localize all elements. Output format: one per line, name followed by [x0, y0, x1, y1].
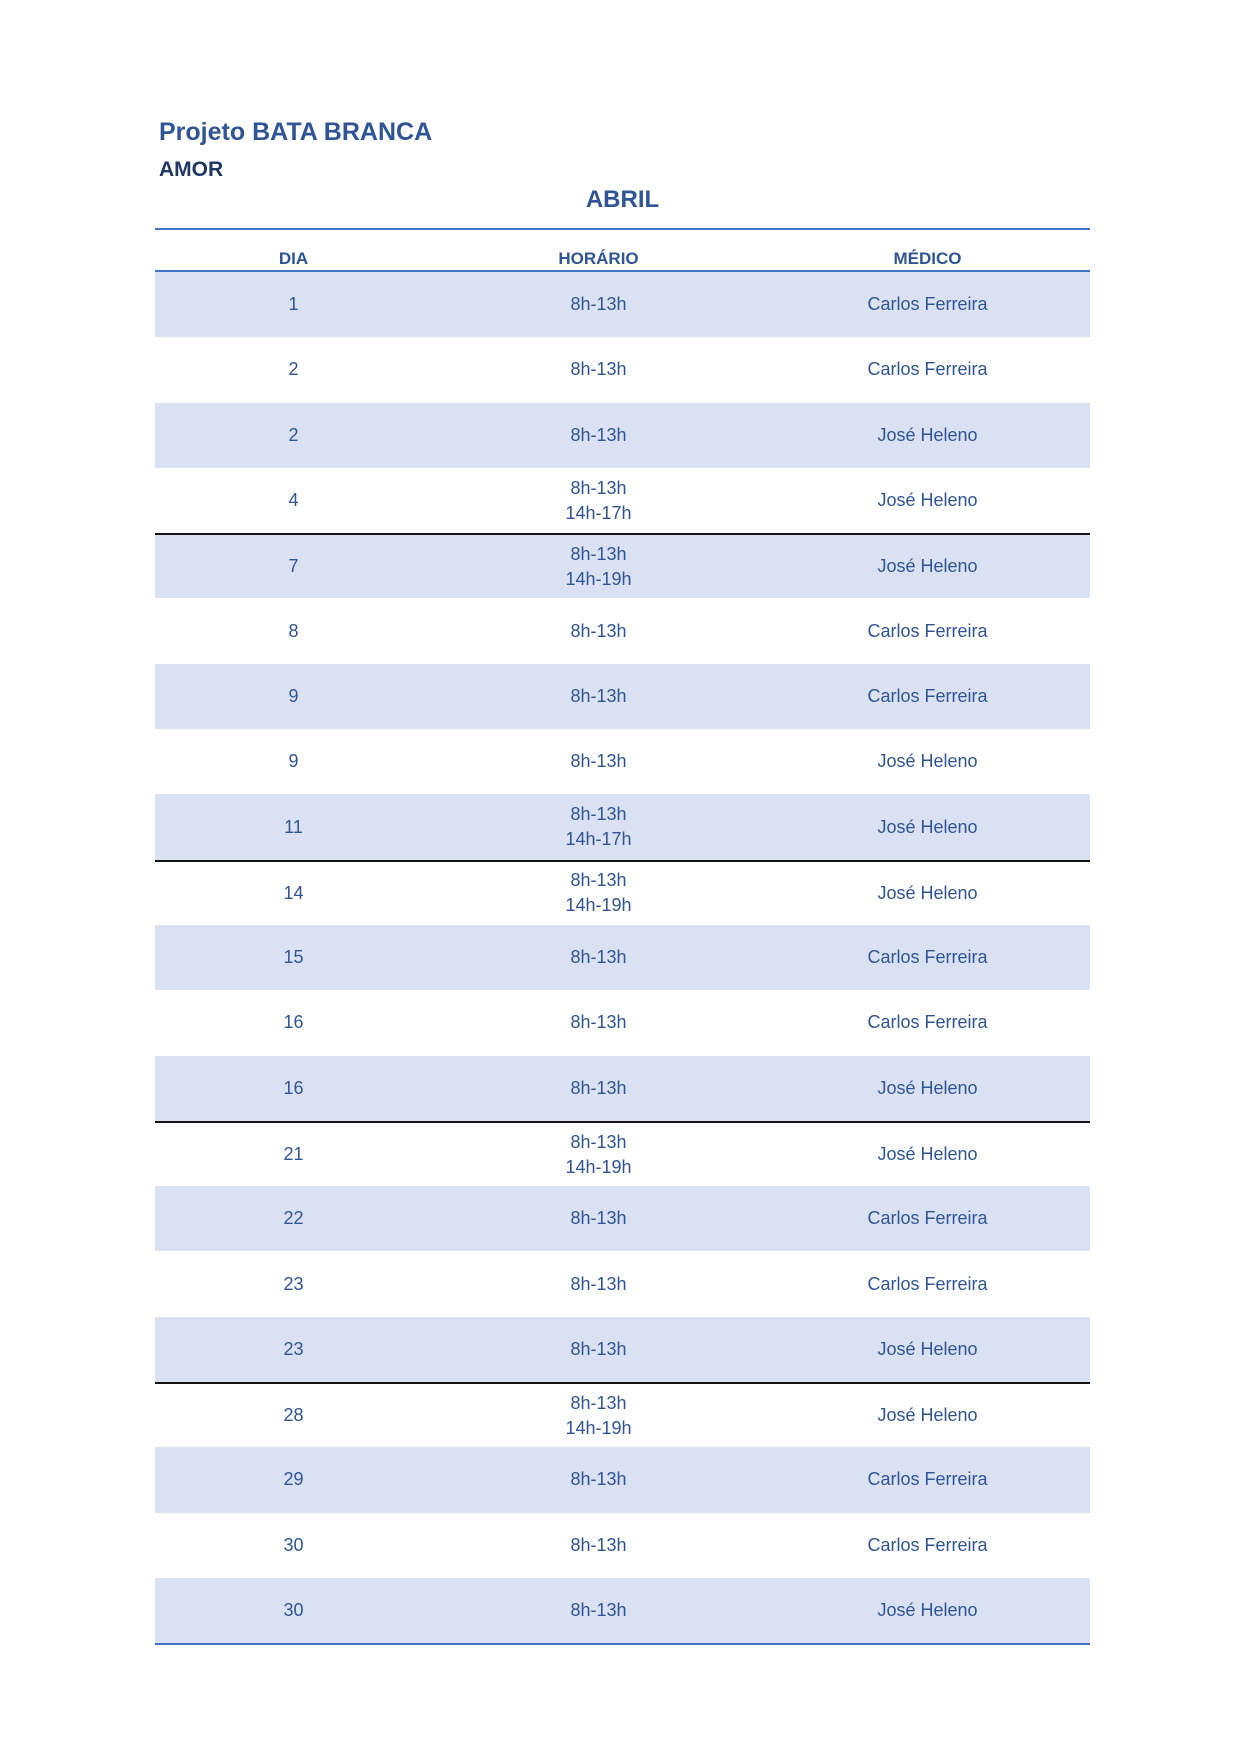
table-row — [155, 729, 1090, 794]
cell-dia: 15 — [283, 947, 304, 968]
table-row — [155, 1513, 1090, 1578]
cell-medico: José Heleno — [877, 882, 978, 903]
table-row — [155, 1382, 1090, 1447]
cell-medico: José Heleno — [877, 424, 978, 445]
table-row — [155, 794, 1090, 859]
cell-horario — [432, 684, 765, 709]
hour-range: 8h-13h — [570, 1338, 627, 1359]
cell-horario — [432, 292, 765, 317]
cell-medico: Carlos Ferreira — [867, 947, 988, 968]
cell-dia: 9 — [288, 751, 299, 772]
cell-dia: 9 — [288, 685, 299, 706]
table-row — [155, 925, 1090, 990]
hour-range: 14h-17h — [565, 829, 632, 850]
table-row — [155, 1056, 1090, 1121]
table-row — [155, 860, 1090, 925]
cell-medico: José Heleno — [877, 490, 978, 511]
table-row — [155, 1447, 1090, 1512]
cell-dia: 23 — [283, 1338, 304, 1359]
cell-dia: 16 — [283, 1012, 304, 1033]
cell-horario — [432, 945, 765, 970]
cell-horario — [432, 423, 765, 448]
hour-range: 8h-13h — [570, 1077, 627, 1098]
cell-horario — [432, 357, 765, 382]
hour-range: 8h-13h — [570, 804, 627, 825]
table-body — [155, 272, 1090, 1643]
column-header-horario: HORÁRIO — [558, 249, 639, 268]
cell-medico: Carlos Ferreira — [867, 1208, 988, 1229]
cell-medico: Carlos Ferreira — [867, 359, 988, 380]
hour-range: 8h-13h — [570, 751, 627, 772]
cell-horario — [432, 1467, 765, 1492]
table-row — [155, 468, 1090, 533]
hour-range: 14h-19h — [565, 895, 632, 916]
hour-range: 14h-17h — [565, 502, 632, 523]
column-header-dia: DIA — [278, 249, 309, 268]
cell-medico: Carlos Ferreira — [867, 294, 988, 315]
cell-dia: 16 — [283, 1077, 304, 1098]
cell-horario — [432, 476, 765, 526]
cell-horario — [432, 542, 765, 592]
cell-medico: José Heleno — [877, 1144, 978, 1164]
month-heading: ABRIL — [585, 186, 660, 213]
cell-medico: José Heleno — [877, 1077, 978, 1098]
hour-range: 14h-19h — [565, 1417, 632, 1438]
cell-medico: Carlos Ferreira — [867, 685, 988, 706]
cell-horario — [432, 749, 765, 774]
cell-horario — [432, 868, 765, 918]
table-row — [155, 598, 1090, 663]
hour-range: 14h-19h — [565, 1156, 632, 1177]
table-row — [155, 1317, 1090, 1382]
cell-dia: 2 — [288, 424, 299, 445]
table-row — [155, 272, 1090, 337]
hour-range: 8h-13h — [570, 947, 627, 968]
cell-medico: José Heleno — [877, 1338, 978, 1359]
column-header-medico: MÉDICO — [893, 249, 962, 268]
cell-medico: José Heleno — [877, 1600, 978, 1621]
cell-horario — [432, 1533, 765, 1558]
cell-dia: 22 — [283, 1208, 304, 1229]
cell-horario — [432, 1337, 765, 1362]
cell-horario — [432, 1010, 765, 1035]
project-title: Projeto BATA BRANCA — [159, 118, 433, 146]
cell-dia: 1 — [288, 294, 299, 315]
table-header-row — [155, 230, 1090, 272]
schedule-table — [155, 228, 1090, 1645]
cell-medico: José Heleno — [877, 751, 978, 772]
hour-range: 8h-13h — [570, 1600, 627, 1621]
cell-medico: José Heleno — [877, 1405, 978, 1426]
hour-range: 8h-13h — [570, 359, 627, 380]
cell-horario — [432, 1076, 765, 1101]
table-row — [155, 1578, 1090, 1643]
cell-medico: Carlos Ferreira — [867, 1273, 988, 1294]
hour-range: 8h-13h — [570, 1208, 627, 1229]
cell-horario — [432, 1206, 765, 1231]
cell-horario — [432, 1391, 765, 1441]
cell-medico: Carlos Ferreira — [867, 1534, 988, 1555]
hour-range: 8h-13h — [570, 620, 627, 641]
hour-range: 8h-13h — [570, 1469, 627, 1490]
cell-horario — [432, 802, 765, 852]
cell-dia: 4 — [288, 490, 299, 511]
cell-horario — [432, 1130, 765, 1180]
cell-dia: 7 — [288, 556, 299, 577]
table-row — [155, 990, 1090, 1055]
cell-horario — [432, 619, 765, 644]
table-row — [155, 664, 1090, 729]
project-subtitle: AMOR — [159, 158, 224, 181]
cell-dia: 28 — [283, 1405, 304, 1426]
hour-range: 8h-13h — [570, 1273, 627, 1294]
cell-horario — [432, 1598, 765, 1623]
hour-range: 8h-13h — [570, 685, 627, 706]
hour-range: 8h-13h — [570, 1392, 627, 1413]
table-row — [155, 337, 1090, 402]
cell-dia: 29 — [283, 1469, 304, 1490]
hour-range: 8h-13h — [570, 294, 627, 315]
hour-range: 14h-19h — [565, 568, 632, 589]
cell-medico: Carlos Ferreira — [867, 1012, 988, 1033]
cell-dia: 11 — [284, 816, 303, 837]
cell-dia: 8 — [288, 620, 299, 641]
cell-dia: 14 — [283, 882, 304, 903]
hour-range: 8h-13h — [570, 1534, 627, 1555]
cell-medico: Carlos Ferreira — [867, 1469, 988, 1490]
hour-range: 8h-13h — [570, 1131, 627, 1152]
table-row — [155, 533, 1090, 598]
cell-dia: 30 — [283, 1600, 304, 1621]
table-row — [155, 1186, 1090, 1251]
cell-dia: 2 — [288, 359, 299, 380]
cell-dia: 30 — [283, 1534, 304, 1555]
cell-medico: José Heleno — [877, 816, 978, 837]
cell-medico: Carlos Ferreira — [867, 620, 988, 641]
hour-range: 8h-13h — [570, 1012, 627, 1033]
cell-dia: 21 — [283, 1144, 304, 1164]
hour-range: 8h-13h — [570, 870, 627, 891]
table-row — [155, 1251, 1090, 1316]
hour-range: 8h-13h — [570, 543, 627, 564]
table-row — [155, 1121, 1090, 1186]
table-row — [155, 403, 1090, 468]
cell-dia: 23 — [283, 1273, 304, 1294]
cell-horario — [432, 1272, 765, 1297]
hour-range: 8h-13h — [570, 477, 627, 498]
hour-range: 8h-13h — [570, 424, 627, 445]
cell-medico: José Heleno — [877, 556, 978, 577]
